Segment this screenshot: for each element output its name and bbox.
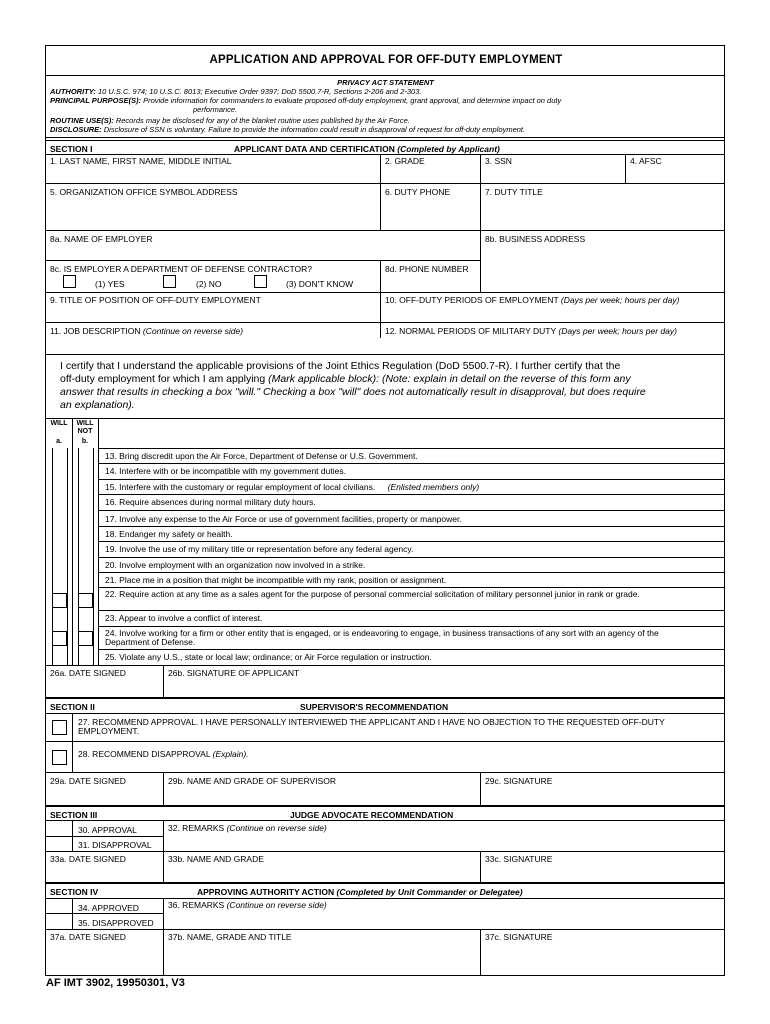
section-4-label: SECTION IV [50, 887, 99, 897]
item-13: 13. Bring discredit upon the Air Force, Department of Defense or U.S. Government. [105, 451, 418, 461]
item-24-will-checkbox[interactable] [52, 631, 67, 646]
grade-field[interactable]: 2. GRADE [385, 156, 425, 166]
ja-date-signed-field[interactable]: 33a. DATE SIGNED [50, 854, 126, 864]
column-b-label: b. [81, 438, 89, 445]
item-24-will-not-checkbox[interactable] [78, 631, 93, 646]
employer-name-field[interactable]: 8a. NAME OF EMPLOYER [50, 234, 153, 244]
position-title-field[interactable]: 9. TITLE OF POSITION OF OFF-DUTY EMPLOYMENT [50, 295, 261, 305]
privacy-disclosure: DISCLOSURE: Disclosure of SSN is voluntary. Failure to provide the information could result in disapproval of request for off-duty employment. [50, 125, 526, 134]
item-14: 14. Interfere with or be incompatible with my government duties. [105, 466, 346, 476]
duty-title-field[interactable]: 7. DUTY TITLE [485, 187, 543, 197]
dod-yes-label: (1) YES [95, 279, 125, 289]
dod-contractor-question: 8c. IS EMPLOYER A DEPARTMENT OF DEFENSE CONTRACTOR? [50, 264, 312, 274]
supervisor-date-signed-field[interactable]: 29a. DATE SIGNED [50, 776, 126, 786]
dod-dont-know-label: (3) DON'T KNOW [286, 279, 354, 289]
item-22-will-not-checkbox[interactable] [78, 593, 93, 608]
item-23: 23. Appear to involve a conflict of interest. [105, 613, 263, 623]
recommend-disapproval-checkbox[interactable] [52, 750, 67, 765]
ja-signature-field[interactable]: 33c. SIGNATURE [485, 854, 553, 864]
item-22: 22. Require action at any time as a sales agent for the purpose of personal commercial solicitation of military personnel junior in rank or grade. [105, 589, 640, 599]
item-16: 16. Require absences during normal military duty hours. [105, 497, 316, 507]
dod-no-checkbox[interactable] [163, 275, 176, 288]
section-1-label: SECTION I [50, 144, 93, 154]
recommend-approval-label: 27. RECOMMEND APPROVAL. I HAVE PERSONALLY INTERVIEWED THE APPLICANT AND I HAVE NO OBJECTION TO THE REQUESTED OFF-DUTY EMPLOYMENT. [78, 717, 665, 736]
business-address-field[interactable]: 8b. BUSINESS ADDRESS [485, 234, 586, 244]
will-column-header: WILL [50, 420, 68, 427]
offduty-periods-field[interactable]: 10. OFF-DUTY PERIODS OF EMPLOYMENT (Days per week; hours per day) [385, 295, 680, 305]
section-2-label: SECTION II [50, 702, 95, 712]
authority-date-signed-field[interactable]: 37a. DATE SIGNED [50, 932, 126, 942]
dod-dont-know-checkbox[interactable] [254, 275, 267, 288]
applicant-signature-field[interactable]: 26b. SIGNATURE OF APPLICANT [168, 668, 300, 678]
section-1-heading: APPLICANT DATA AND CERTIFICATION (Completed by Applicant) [234, 144, 500, 154]
item-17: 17. Involve any expense to the Air Force or use of government facilities, property or manpower. [105, 514, 462, 524]
phone-number-field[interactable]: 8d. PHONE NUMBER [385, 264, 469, 274]
form-title: APPLICATION AND APPROVAL FOR OFF-DUTY EMPLOYMENT [209, 54, 563, 66]
item-25: 25. Violate any U.S., state or local law; ordinance; or Air Force regulation or instruction. [105, 652, 432, 662]
dod-yes-checkbox[interactable] [63, 275, 76, 288]
item-19: 19. Involve the use of my military title or representation before any federal agency. [105, 544, 414, 554]
recommend-approval-checkbox[interactable] [52, 720, 67, 735]
supervisor-signature-field[interactable]: 29c. SIGNATURE [485, 776, 553, 786]
privacy-purpose-cont: performance. [193, 105, 238, 114]
duty-phone-field[interactable]: 6. DUTY PHONE [385, 187, 451, 197]
form-identifier: AF IMT 3902, 19950301, V3 [46, 977, 185, 989]
ja-name-grade-field[interactable]: 33b. NAME AND GRADE [168, 854, 264, 864]
org-address-field[interactable]: 5. ORGANIZATION OFFICE SYMBOL ADDRESS [50, 187, 238, 197]
applicant-date-signed-field[interactable]: 26a. DATE SIGNED [50, 668, 126, 678]
privacy-purpose: PRINCIPAL PURPOSE(S): Provide information for commanders to evaluate proposed off-duty employment, grant approval, and determine impact on duty [50, 96, 562, 105]
supervisor-name-grade-field[interactable]: 29b. NAME AND GRADE OF SUPERVISOR [168, 776, 336, 786]
will-not-column-header: WILL NOT [76, 420, 94, 435]
section-2-heading: SUPERVISOR'S RECOMMENDATION [300, 702, 449, 712]
last-name-field[interactable]: 1. LAST NAME, FIRST NAME, MIDDLE INITIAL [50, 156, 232, 166]
military-duty-periods-field[interactable]: 12. NORMAL PERIODS OF MILITARY DUTY (Days per week; hours per day) [385, 326, 677, 336]
ja-remarks-field[interactable]: 32. REMARKS (Continue on reverse side) [168, 823, 327, 833]
item-22-will-checkbox[interactable] [52, 593, 67, 608]
job-description-field[interactable]: 11. JOB DESCRIPTION (Continue on reverse side) [50, 326, 244, 336]
authority-name-title-field[interactable]: 37b. NAME, GRADE AND TITLE [168, 932, 292, 942]
item-20: 20. Involve employment with an organization now involved in a strike. [105, 560, 366, 570]
ja-disapproval-label: 31. DISAPPROVAL [78, 840, 152, 850]
privacy-routine: ROUTINE USE(S): Records may be disclosed for any of the blanket routine uses published by the Air Force. [50, 116, 410, 125]
dod-no-label: (2) NO [196, 279, 222, 289]
item-18: 18. Endanger my safety or health. [105, 529, 233, 539]
privacy-authority: AUTHORITY: 10 U.S.C. 974; 10 U.S.C. 8013; Executive Order 9397; DoD 5500.7-R, Sections 2-206 and 2-303. [50, 87, 422, 96]
ssn-field[interactable]: 3. SSN [485, 156, 512, 166]
item-15: 15. Interfere with the customary or regular employment of local civilians. (Enlisted members only) [105, 482, 480, 492]
item-24: 24. Involve working for a firm or other entity that is engaged, or is endeavoring to engage, in business transactions of any sort with an agency of the Department of Defense. [105, 628, 659, 647]
column-a-label: a. [56, 438, 62, 445]
section-3-label: SECTION III [50, 810, 98, 820]
certification-statement: I certify that I understand the applicable provisions of the Joint Ethics Regulation (DoD 5500.7-R). I further certify that the off-duty employment for which I am applying (Mark applicable block): (Note: explain in detail on the reverse of this form any answer that results in checking a box "will." Checking a box "will" does not automatically result in disapproval, but does require an explanation). [60, 360, 646, 411]
item-21: 21. Place me in a position that might be incompatible with my rank, position or assignment. [105, 575, 447, 585]
privacy-heading: PRIVACY ACT STATEMENT [337, 78, 434, 87]
ja-approval-label: 30. APPROVAL [78, 825, 137, 835]
approved-label: 34. APPROVED [78, 903, 139, 913]
disapproved-label: 35. DISAPPROVED [78, 918, 154, 928]
section-4-heading: APPROVING AUTHORITY ACTION (Completed by Unit Commander or Delegatee) [197, 887, 523, 897]
authority-remarks-field[interactable]: 36. REMARKS (Continue on reverse side) [168, 900, 327, 910]
section-3-heading: JUDGE ADVOCATE RECOMMENDATION [290, 810, 454, 820]
recommend-disapproval-label: 28. RECOMMEND DISAPPROVAL (Explain). [78, 749, 249, 759]
authority-signature-field[interactable]: 37c. SIGNATURE [485, 932, 553, 942]
afsc-field[interactable]: 4. AFSC [630, 156, 662, 166]
